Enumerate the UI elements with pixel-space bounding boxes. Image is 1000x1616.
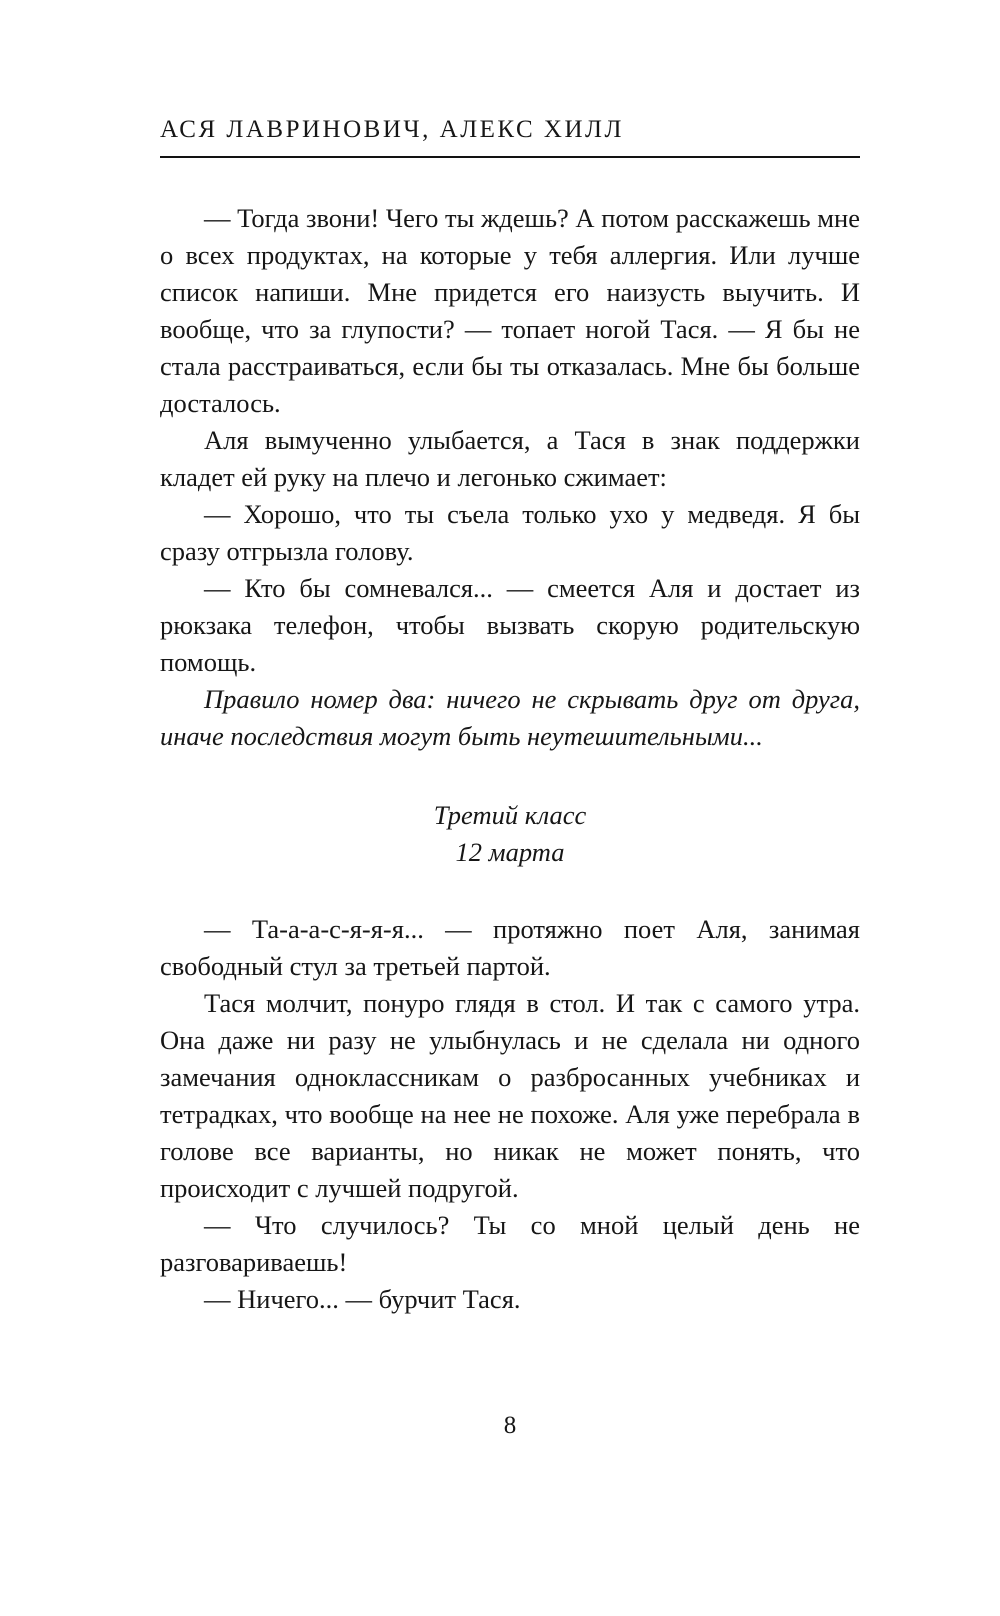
paragraph-dialog-5: — Что случилось? Ты со мной целый день не разговариваешь!: [160, 1210, 860, 1277]
paragraph-narration-2: Тася молчит, понуро глядя в стол. И так с самого утра. Она даже ни разу не улыбнулась и не сделала ни одного замечания одноклассникам о разбросанных учебниках и тетрадках, что вообще на нее не похоже. Аля уже перебрала в голове все варианты, но никак не может понять, что происходит с лучшей подругой.: [160, 988, 860, 1203]
page-number: 8: [503, 1412, 517, 1439]
paragraph-dialog-6: — Ничего... — бурчит Тася.: [204, 1284, 521, 1314]
running-header: АСЯ ЛАВРИНОВИЧ, АЛЕКС ХИЛЛ: [160, 116, 860, 158]
paragraph-dialog-1: — Тогда звони! Чего ты ждешь? А потом расскажешь мне о всех продуктах, на которые у тебя аллергия. Или лучше список напиши. Мне придется его наизусть выучить. И вообще, что за глупости? — топает ногой Тася. — Я бы не стала расстраиваться, если бы ты отказалась. Мне бы больше досталось.: [160, 203, 860, 418]
section-heading-title: Третий класс: [433, 800, 587, 830]
page-body: [160, 200, 860, 1318]
paragraph-narration-1: Аля вымученно улыбается, а Тася в знак поддержки кладет ей руку на плечо и легонько сжимает:: [160, 425, 860, 492]
paragraph-dialog-2: — Хорошо, что ты съела только ухо у медведя. Я бы сразу отгрызла голову.: [160, 499, 860, 566]
section-heading-date: 12 марта: [455, 837, 565, 867]
paragraph-dialog-4: — Та-а-а-с-я-я-я... — протяжно поет Аля, занимая свободный стул за третьей партой.: [160, 914, 860, 981]
paragraph-dialog-3: — Кто бы сомневался... — смеется Аля и достает из рюкзака телефон, чтобы вызвать скорую родительскую помощь.: [160, 573, 860, 677]
section-heading: [160, 797, 860, 871]
paragraph-rule-italic: Правило номер два: ничего не скрывать друг от друга, иначе последствия могут быть неутешительными...: [160, 684, 860, 751]
